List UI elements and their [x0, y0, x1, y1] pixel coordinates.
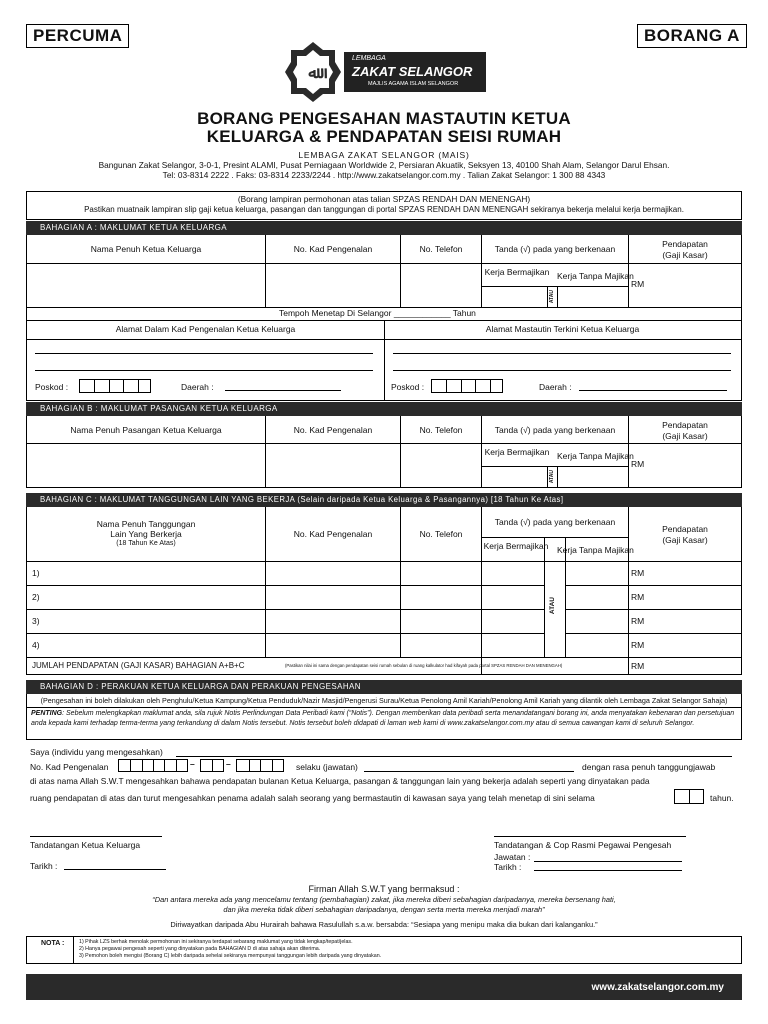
daerah-terkini-line[interactable] [579, 390, 727, 391]
poskod-cell-divider [446, 380, 447, 392]
tempoh-menetap: Tempoh Menetap Di Selangor ____________ Tahun [279, 308, 476, 318]
nota-box: NOTA : 1) Pihak LZS berhak menolak permohonan ini sekiranya terdapat sebarang maklumat yang tidak lengkap/tepat/jelas. 2) Hanya pegawai pengesah seperti yang dinyatakan pada BAHAGIAN D di atas sahaja akan diterima. 3) Pemohon boleh mengisi (Borang C) lebih daripada sehelai sekiranya mempunyai tanggungan lebih daripada yang dinyatakan. [26, 936, 742, 964]
ic-cell-divider [272, 760, 273, 771]
section-b-header: BAHAGIAN B : MAKLUMAT PASANGAN KETUA KELUARGA [26, 402, 742, 416]
poskod-cell-divider [490, 380, 491, 392]
intro-box: (Borang lampiran permohonan atas talian SPZAS RENDAH DAN MENENGAH) Pastikan muatnaik lampiran slip gaji ketua keluarga, pasangan dan tanggungan di portal SPZAS RENDAH DAN MENENGAH sekiranya bekerja melalui kerja bermajikan. [26, 191, 742, 220]
sign-right-line[interactable] [494, 836, 686, 837]
ic-cell-divider [249, 760, 250, 771]
tarikh-left-line[interactable] [64, 869, 166, 870]
section-a-table: Nama Penuh Ketua Keluarga No. Kad Pengenalan No. Telefon Tanda (√) pada yang berkenaan Pendapatan (Gaji Kasar) Kerja Bermajikan Kerja Tanpa Majikan ATAU RM Tempoh Menetap Di Selangor ____________ Tahun Alamat Dalam Kad Pengenalan Ketua Keluarga Alamat Mastautin Terkini Ketua Keluarga Poskod : Daerah : Poskod : Daerah : [26, 235, 742, 401]
poskod-cell-divider [94, 380, 95, 392]
firman-heading: Firman Allah S.W.T yang bermaksud : [308, 884, 460, 894]
poskod-cell-divider [475, 380, 476, 392]
ic-cell-divider [142, 760, 143, 771]
penting-box: PENTING: Sebelum melengkapkan maklumat anda, sila rujuk Notis Perlindungan Data Peribadi kami (“Notis”). Dengan memberikan data peribadi serta menandatangani borang ini, anda menyatakan kebenaran dan persetujuan anda kepada kami terhadap terma-terma yang terkandung di dalam Notis tersebut. Notis tersebut boleh didapati di laman web kami di www.zakatselangor.com.my atau di semua cawangan kami di seluruh Selangor. [26, 708, 742, 740]
poskod-cell-divider [461, 380, 462, 392]
ic-cell-divider [260, 760, 261, 771]
jawatan-line[interactable] [364, 771, 574, 772]
ic-cell-divider [176, 760, 177, 771]
ic-cell-divider [212, 760, 213, 771]
saya-name-line[interactable] [176, 756, 732, 757]
jumlah-pendapatan-label: JUMLAH PENDAPATAN (GAJI KASAR) BAHAGIAN A+B+C [32, 661, 245, 670]
alamat-terkini-line-2[interactable] [393, 370, 731, 371]
section-c-table: Nama Penuh Tanggungan Lain Yang Berkerja (18 Tahun Ke Atas) No. Kad Pengenalan No. Telefon Tanda (√) pada yang berkenaan Pendapatan (Gaji Kasar) Kerja Bermajikan Kerja Tanpa Majikan ATAU 1) RM 2) RM 3) RM 4) RM JUMLAH PENDAPATAN (GAJI KASAR) BAHAGIAN A+B+C (Pastikan nilai ini sama dengan pendapatan seisi rumah sebulan di ruang kalkulator had kifayah pada portal SPZAS RENDAH DAN MENENGAH) RM [26, 507, 742, 675]
ic-part1-input[interactable] [118, 759, 188, 772]
poskod-ic-input[interactable] [79, 379, 151, 393]
svg-text:ﷲ: ﷲ [308, 63, 318, 82]
dependent-row-4: 4) [32, 640, 40, 650]
logo-wordmark: LEMBAGA ZAKAT SELANGOR MAJLIS AGAMA ISLAM SELANGOR [344, 52, 486, 92]
footer-url-link[interactable]: www.zakatselangor.com.my [591, 982, 724, 993]
tarikh-right-line[interactable] [534, 870, 682, 871]
ic-dash-2: – [226, 759, 231, 769]
org-name: LEMBAGA ZAKAT SELANGOR (MAIS) [298, 150, 470, 160]
ic-cell-divider [153, 760, 154, 771]
poskod-cell-divider [138, 380, 139, 392]
jawatan-right-line[interactable] [534, 861, 682, 862]
poskod-terkini-input[interactable] [431, 379, 503, 393]
poskod-cell-divider [109, 380, 110, 392]
form-title-line2: KELUARGA & PENDAPATAN SEISI RUMAH [206, 127, 562, 146]
section-c-header: BAHAGIAN C : MAKLUMAT TANGGUNGAN LAIN YANG BEKERJA (Selain daripada Ketua Keluarga & Pasangannya) [18 Tahun Ke Atas] [26, 493, 742, 507]
daerah-ic-line[interactable] [225, 390, 341, 391]
ic-dash-1: – [190, 759, 195, 769]
alamat-terkini-line-1[interactable] [393, 353, 731, 354]
alamat-ic-line-1[interactable] [35, 353, 373, 354]
section-d-note-box: (Pengesahan ini boleh dilakukan oleh Penghulu/Ketua Kampung/Ketua Penduduk/Nazir Masjid/Pengerusi Surau/Ketua Penolong Amil Kariah/Penolong Amil Kariah yang dilantik oleh Lembaga Zakat Selangor Sahaja) [26, 694, 742, 708]
form-title-line1: BORANG PENGESAHAN MASTAUTIN KETUA [197, 109, 571, 128]
section-d-header: BAHAGIAN D : PERAKUAN KETUA KELUARGA DAN PERAKUAN PENGESAHAN [26, 680, 742, 694]
alamat-ic-line-2[interactable] [35, 370, 373, 371]
zakat-logo-icon [283, 40, 343, 104]
ic-part2-input[interactable] [200, 759, 224, 772]
poskod-cell-divider [123, 380, 124, 392]
ic-cell-divider [164, 760, 165, 771]
percuma-label: PERCUMA [26, 24, 129, 48]
sign-left-line[interactable] [30, 836, 162, 837]
org-contact: Tel: 03-8314 2222 . Faks: 03-8314 2233/2244 . http://www.zakatselangor.com.my . Talian Zakat Selangor: 1 300 88 4343 [162, 170, 606, 180]
section-b-table: Nama Penuh Pasangan Ketua Keluarga No. Kad Pengenalan No. Telefon Tanda (√) pada yang berkenaan Pendapatan (Gaji Kasar) Kerja Bermajikan Kerja Tanpa Majikan ATAU RM [26, 416, 742, 488]
ic-part3-input[interactable] [236, 759, 284, 772]
dependent-row-3: 3) [32, 616, 40, 626]
section-a-header: BAHAGIAN A : MAKLUMAT KETUA KELUARGA [26, 221, 742, 235]
org-address: Bangunan Zakat Selangor, 3-0-1, Presint ALAMI, Pusat Perniagaan Worldwide 2, Persiaran Akuatik, Seksyen 13, 40100 Shah Alam, Selangor Darul Ehsan. [98, 160, 670, 170]
borang-a-label: BORANG A [637, 24, 747, 48]
hadith: Diriwayatkan daripada Abu Hurairah bahawa Rasulullah s.a.w. bersabda: “Sesiapa yang menipu maka dia bukan dari kalanganku.” [170, 920, 598, 929]
footer-bar [26, 974, 742, 1000]
dependent-row-2: 2) [32, 592, 40, 602]
ic-cell-divider [130, 760, 131, 771]
dependent-row-1: 1) [32, 568, 40, 578]
